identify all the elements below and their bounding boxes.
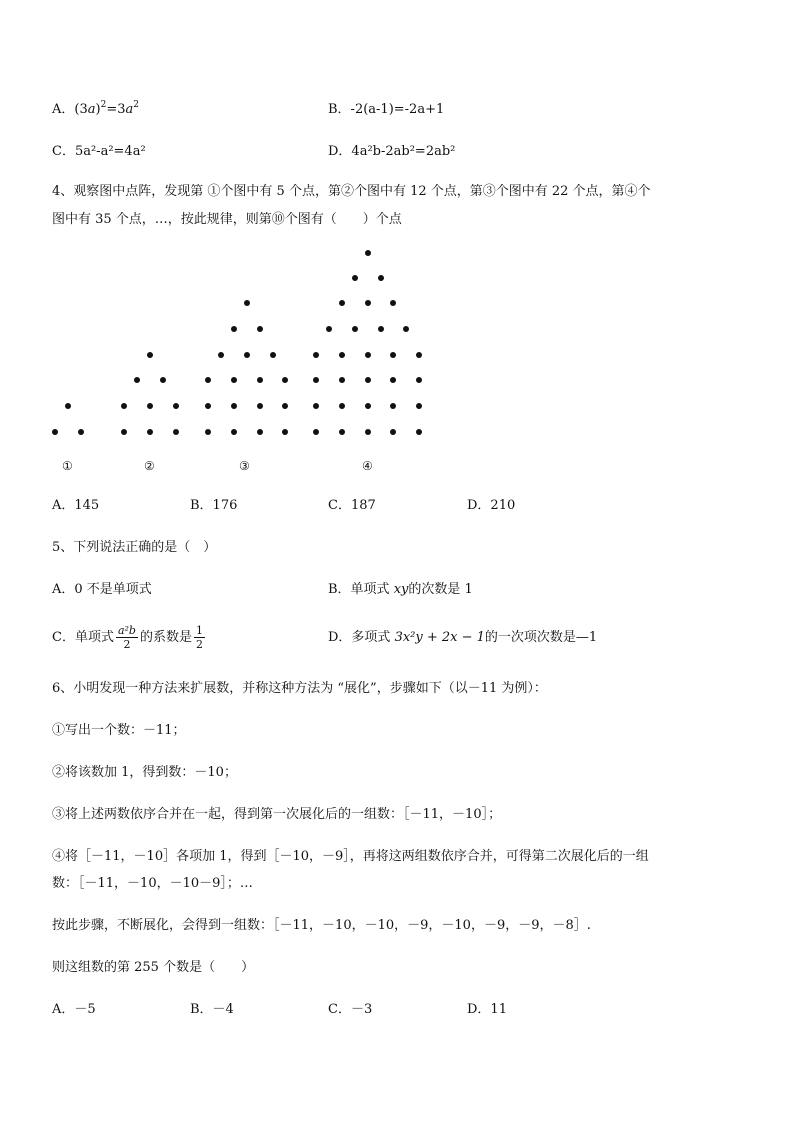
lattice-dot-fig1 (78, 429, 84, 435)
q5-c-frac-den: 2 (123, 638, 131, 651)
q5-c-fraction-monomial (116, 624, 138, 651)
lattice-dot-fig4 (390, 429, 396, 435)
lattice-dot-fig3 (231, 377, 237, 383)
q5-c-fraction-coef (194, 624, 205, 651)
lattice-dot-fig4 (339, 377, 345, 383)
lattice-dot-fig2 (147, 429, 153, 435)
q5-c-coef-num: 1 (195, 624, 203, 637)
lattice-dot-fig4 (403, 326, 409, 332)
lattice-dot-fig3 (282, 377, 288, 383)
lattice-dot-fig3 (205, 429, 211, 435)
q5-option-a[interactable]: A．0 不是单项式 (52, 582, 152, 597)
lattice-dot-fig3 (282, 403, 288, 409)
q6-step1: ①写出一个数：－11； (52, 723, 186, 738)
lattice-dot-fig4 (352, 275, 358, 281)
lattice-dot-fig4 (365, 429, 371, 435)
q5-b-var: xy (393, 582, 409, 597)
q6-option-d[interactable]: D．11 (467, 1002, 507, 1017)
lattice-dot-fig4 (365, 377, 371, 383)
q5-d-expr: 3x²y + 2x − 1 (394, 630, 485, 645)
lattice-dot-fig3 (244, 300, 250, 306)
q5-option-c[interactable] (52, 623, 207, 653)
lattice-dot-fig4 (416, 352, 422, 358)
figure-label-3: ③ (239, 459, 250, 473)
q4-option-c[interactable]: C．187 (328, 498, 376, 513)
lattice-dot-fig3 (257, 377, 263, 383)
q5-stem: 5、下列说法正确的是（ ） (52, 540, 217, 555)
lattice-dot-fig4 (416, 377, 422, 383)
q6-option-b[interactable]: B．－4 (190, 1002, 234, 1017)
lattice-dot-fig4 (339, 403, 345, 409)
lattice-dot-fig2 (134, 377, 140, 383)
q6-step3: ③将上述两数依序合并在一起，得到第一次展化后的一组数：［－11，－10］； (52, 807, 502, 822)
lattice-dot-fig3 (257, 429, 263, 435)
lattice-dot-fig4 (339, 300, 345, 306)
lattice-dot-fig4 (378, 275, 384, 281)
q4-option-a[interactable]: A．145 (52, 498, 100, 513)
lattice-dot-fig2 (147, 403, 153, 409)
lattice-dot-fig4 (365, 300, 371, 306)
lattice-dot-fig3 (231, 326, 237, 332)
q4-option-b[interactable]: B．176 (190, 498, 238, 513)
lattice-dot-fig4 (313, 429, 319, 435)
q5-b-prefix: B．单项式 (328, 582, 394, 597)
q3-a-exp2: 2 (133, 100, 139, 110)
q3-option-c[interactable]: C．5a²-a²=4a² (52, 144, 146, 159)
lattice-dot-fig3 (244, 352, 250, 358)
lattice-dot-fig4 (390, 300, 396, 306)
q3-a-prefix: A．(3 (52, 102, 88, 117)
q5-c-coef-den: 2 (195, 638, 203, 651)
figure-label-4: ④ (362, 459, 373, 473)
figure-label-1: ① (62, 459, 73, 473)
q6-step2: ②将该数加 1，得到数：－10； (52, 765, 237, 780)
lattice-dot-fig4 (352, 326, 358, 332)
lattice-dot-fig4 (390, 377, 396, 383)
lattice-dot-fig2 (121, 403, 127, 409)
q5-c-frac-num: a²b (117, 624, 136, 637)
lattice-dot-fig3 (270, 352, 276, 358)
q3-a-eq: =3 (106, 102, 126, 117)
lattice-dot-fig4 (390, 352, 396, 358)
q6-continue: 按此步骤，不断展化，会得到一组数：［－11，－10，－10，－9，－10，－9，－9，－8］. (52, 918, 591, 933)
lattice-dot-fig2 (147, 352, 153, 358)
q4-stem-line1: 4、观察图中点阵，发现第 ①个图中有 5 个点，第②个图中有 12 个点，第③个图中有 22 个点，第④个 (52, 184, 651, 199)
lattice-dot-fig3 (257, 403, 263, 409)
q5-c-prefix: C．单项式 (52, 630, 114, 645)
lattice-dot-fig4 (365, 403, 371, 409)
lattice-dot-fig2 (173, 429, 179, 435)
q3-a-mid: ) (95, 102, 101, 117)
lattice-dot-fig3 (282, 429, 288, 435)
q5-b-suffix: 的次数是 1 (408, 582, 473, 597)
lattice-dot-fig1 (52, 429, 58, 435)
q3-option-d[interactable]: D．4a²b-2ab²=2ab² (328, 144, 456, 159)
lattice-dot-fig3 (231, 403, 237, 409)
lattice-dot-fig3 (205, 403, 211, 409)
lattice-dot-fig4 (365, 250, 371, 256)
lattice-dot-fig4 (313, 403, 319, 409)
q6-step4-line2: 数：［－11，－10，－10－9］；… (52, 876, 253, 891)
lattice-dot-fig2 (160, 377, 166, 383)
q5-option-b[interactable] (328, 581, 473, 599)
lattice-dot-fig4 (390, 403, 396, 409)
lattice-dot-fig4 (313, 352, 319, 358)
lattice-dot-fig3 (231, 429, 237, 435)
q3-a-var2: a (125, 102, 134, 117)
lattice-dot-fig4 (339, 352, 345, 358)
q3-option-b[interactable]: B．-2(a-1)=-2a+1 (328, 102, 445, 117)
q3-a-exp: 2 (100, 100, 107, 110)
q5-option-d[interactable] (328, 629, 597, 647)
lattice-dot-fig3 (218, 352, 224, 358)
q6-step4-line1: ④将［－11，－10］各项加 1，得到［－10，－9］，再将这两组数依序合并，可得第二次展化后的一组 (52, 849, 649, 864)
lattice-dot-fig2 (173, 403, 179, 409)
q4-option-d[interactable]: D．210 (467, 498, 516, 513)
q5-d-suffix: 的一次项次数是—1 (484, 630, 598, 645)
lattice-dot-fig3 (205, 377, 211, 383)
lattice-dot-fig4 (326, 326, 332, 332)
lattice-dot-fig1 (65, 403, 71, 409)
lattice-dot-fig4 (378, 326, 384, 332)
lattice-dot-fig4 (313, 377, 319, 383)
lattice-dot-fig4 (416, 403, 422, 409)
q3-option-a[interactable] (52, 101, 139, 119)
q6-stem: 6、小明发现一种方法来扩展数，并称这种方法为 “展化”，步骤如下（以－11 为例）： (52, 681, 547, 696)
lattice-dot-fig2 (121, 429, 127, 435)
q5-d-prefix: D．多项式 (328, 630, 395, 645)
lattice-dot-fig4 (339, 429, 345, 435)
lattice-dot-fig4 (416, 429, 422, 435)
figure-label-2: ② (144, 459, 155, 473)
q6-option-a[interactable]: A．－5 (52, 1002, 96, 1017)
q4-stem-line2: 图中有 35 个点，…，按此规律，则第⑩个图有（ ）个点 (52, 212, 402, 227)
lattice-dot-fig4 (365, 352, 371, 358)
q6-option-c[interactable]: C．－3 (328, 1002, 373, 1017)
q6-question: 则这组数的第 255 个数是（ ） (52, 960, 255, 975)
lattice-dot-fig3 (257, 326, 263, 332)
q3-a-var: a (87, 102, 96, 117)
q5-c-mid: 的系数是 (139, 630, 192, 645)
